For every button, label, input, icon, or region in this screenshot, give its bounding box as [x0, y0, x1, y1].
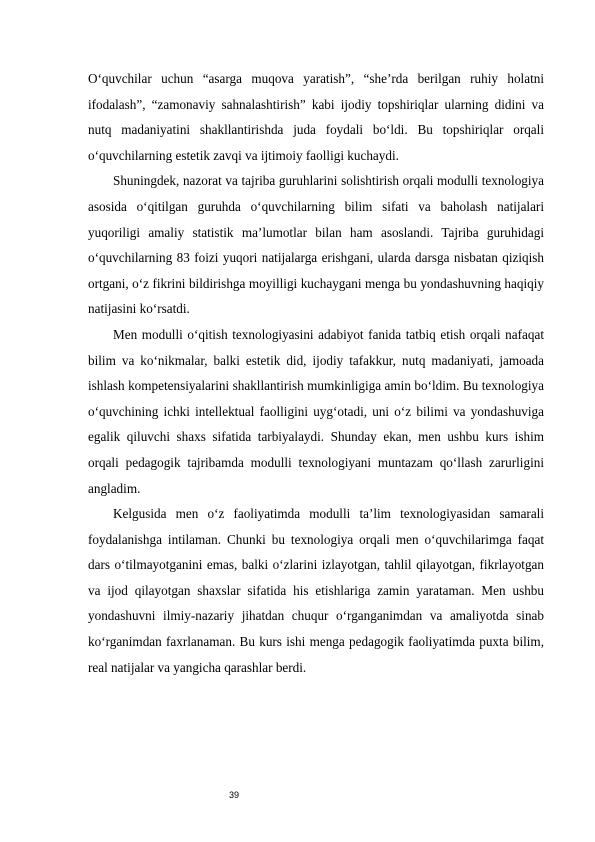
paragraph: Shuningdek, nazorat va tajriba guruhlarini solishtirish orqali modulli texnologiya asosida o‘qitilgan guruhda o‘quvchilarning bilim sifati va baholash natijalari yuqoriligi amaliy statistik ma’lumotlar bilan ham asoslandi. Tajriba guruhidagi o‘quvchilarning 83 foizi yuqori natijalarga erishgani, ularda darsga nisbatan qiziqish ortgani, o‘z fikrini bildirishga moyilligi kuchaygani menga bu yondashuvning haqiqiy natijasini ko‘rsatdi.: [88, 173, 544, 317]
page-body: [88, 66, 544, 680]
page-number: 39: [229, 790, 240, 800]
paragraph: O‘quvchilar uchun “asarga muqova yaratish”, “she’rda berilgan ruhiy holatni ifodalash”, “zamonaviy sahnalashtirish” kabi ijodiy topshiriqlar ularning didini va nutq madaniyatini shakllantirishda juda foydali bo‘ldi. Bu topshiriqlar orqali o‘quvchilarning estetik zavqi va ijtimoiy faolligi kuchaydi.: [88, 71, 544, 163]
paragraph: Kelgusida men o‘z faoliyatimda modulli ta’lim texnologiyasidan samarali foydalanishga intilaman. Chunki bu texnologiya orqali men o‘quvchilarimga faqat dars o‘tilmayotganini emas, balki o‘zlarini izlayotgan, tahlil qilayotgan, fikrlayotgan va ijod qilayotgan shaxslar sifatida his etishlariga zamin yarataman. Men ushbu yondashuvni ilmiy-nazariy jihatdan chuqur o‘rganganimdan va amaliyotda sinab ko‘rganimdan faxrlanaman. Bu kurs ishi menga pedagogik faoliyatimda puxta bilim, real natijalar va yangicha qarashlar berdi.: [88, 506, 544, 675]
paragraph: Men modulli o‘qitish texnologiyasini adabiyot fanida tatbiq etish orqali nafaqat bilim va ko‘nikmalar, balki estetik did, ijodiy tafakkur, nutq madaniyati, jamoada ishlash kompetensiyalarini shakllantirish mumkinligiga amin bo‘ldim. Bu texnologiya o‘quvchining ichki intellektual faolligini uyg‘otadi, uni o‘z bilimi va yondashuviga egalik qiluvchi shaxs sifatida tarbiyalaydi. Shunday ekan, men ushbu kurs ishim orqali pedagogik tajribamda modulli texnologiyani muntazam qo‘llash zarurligini angladim.: [88, 326, 544, 496]
